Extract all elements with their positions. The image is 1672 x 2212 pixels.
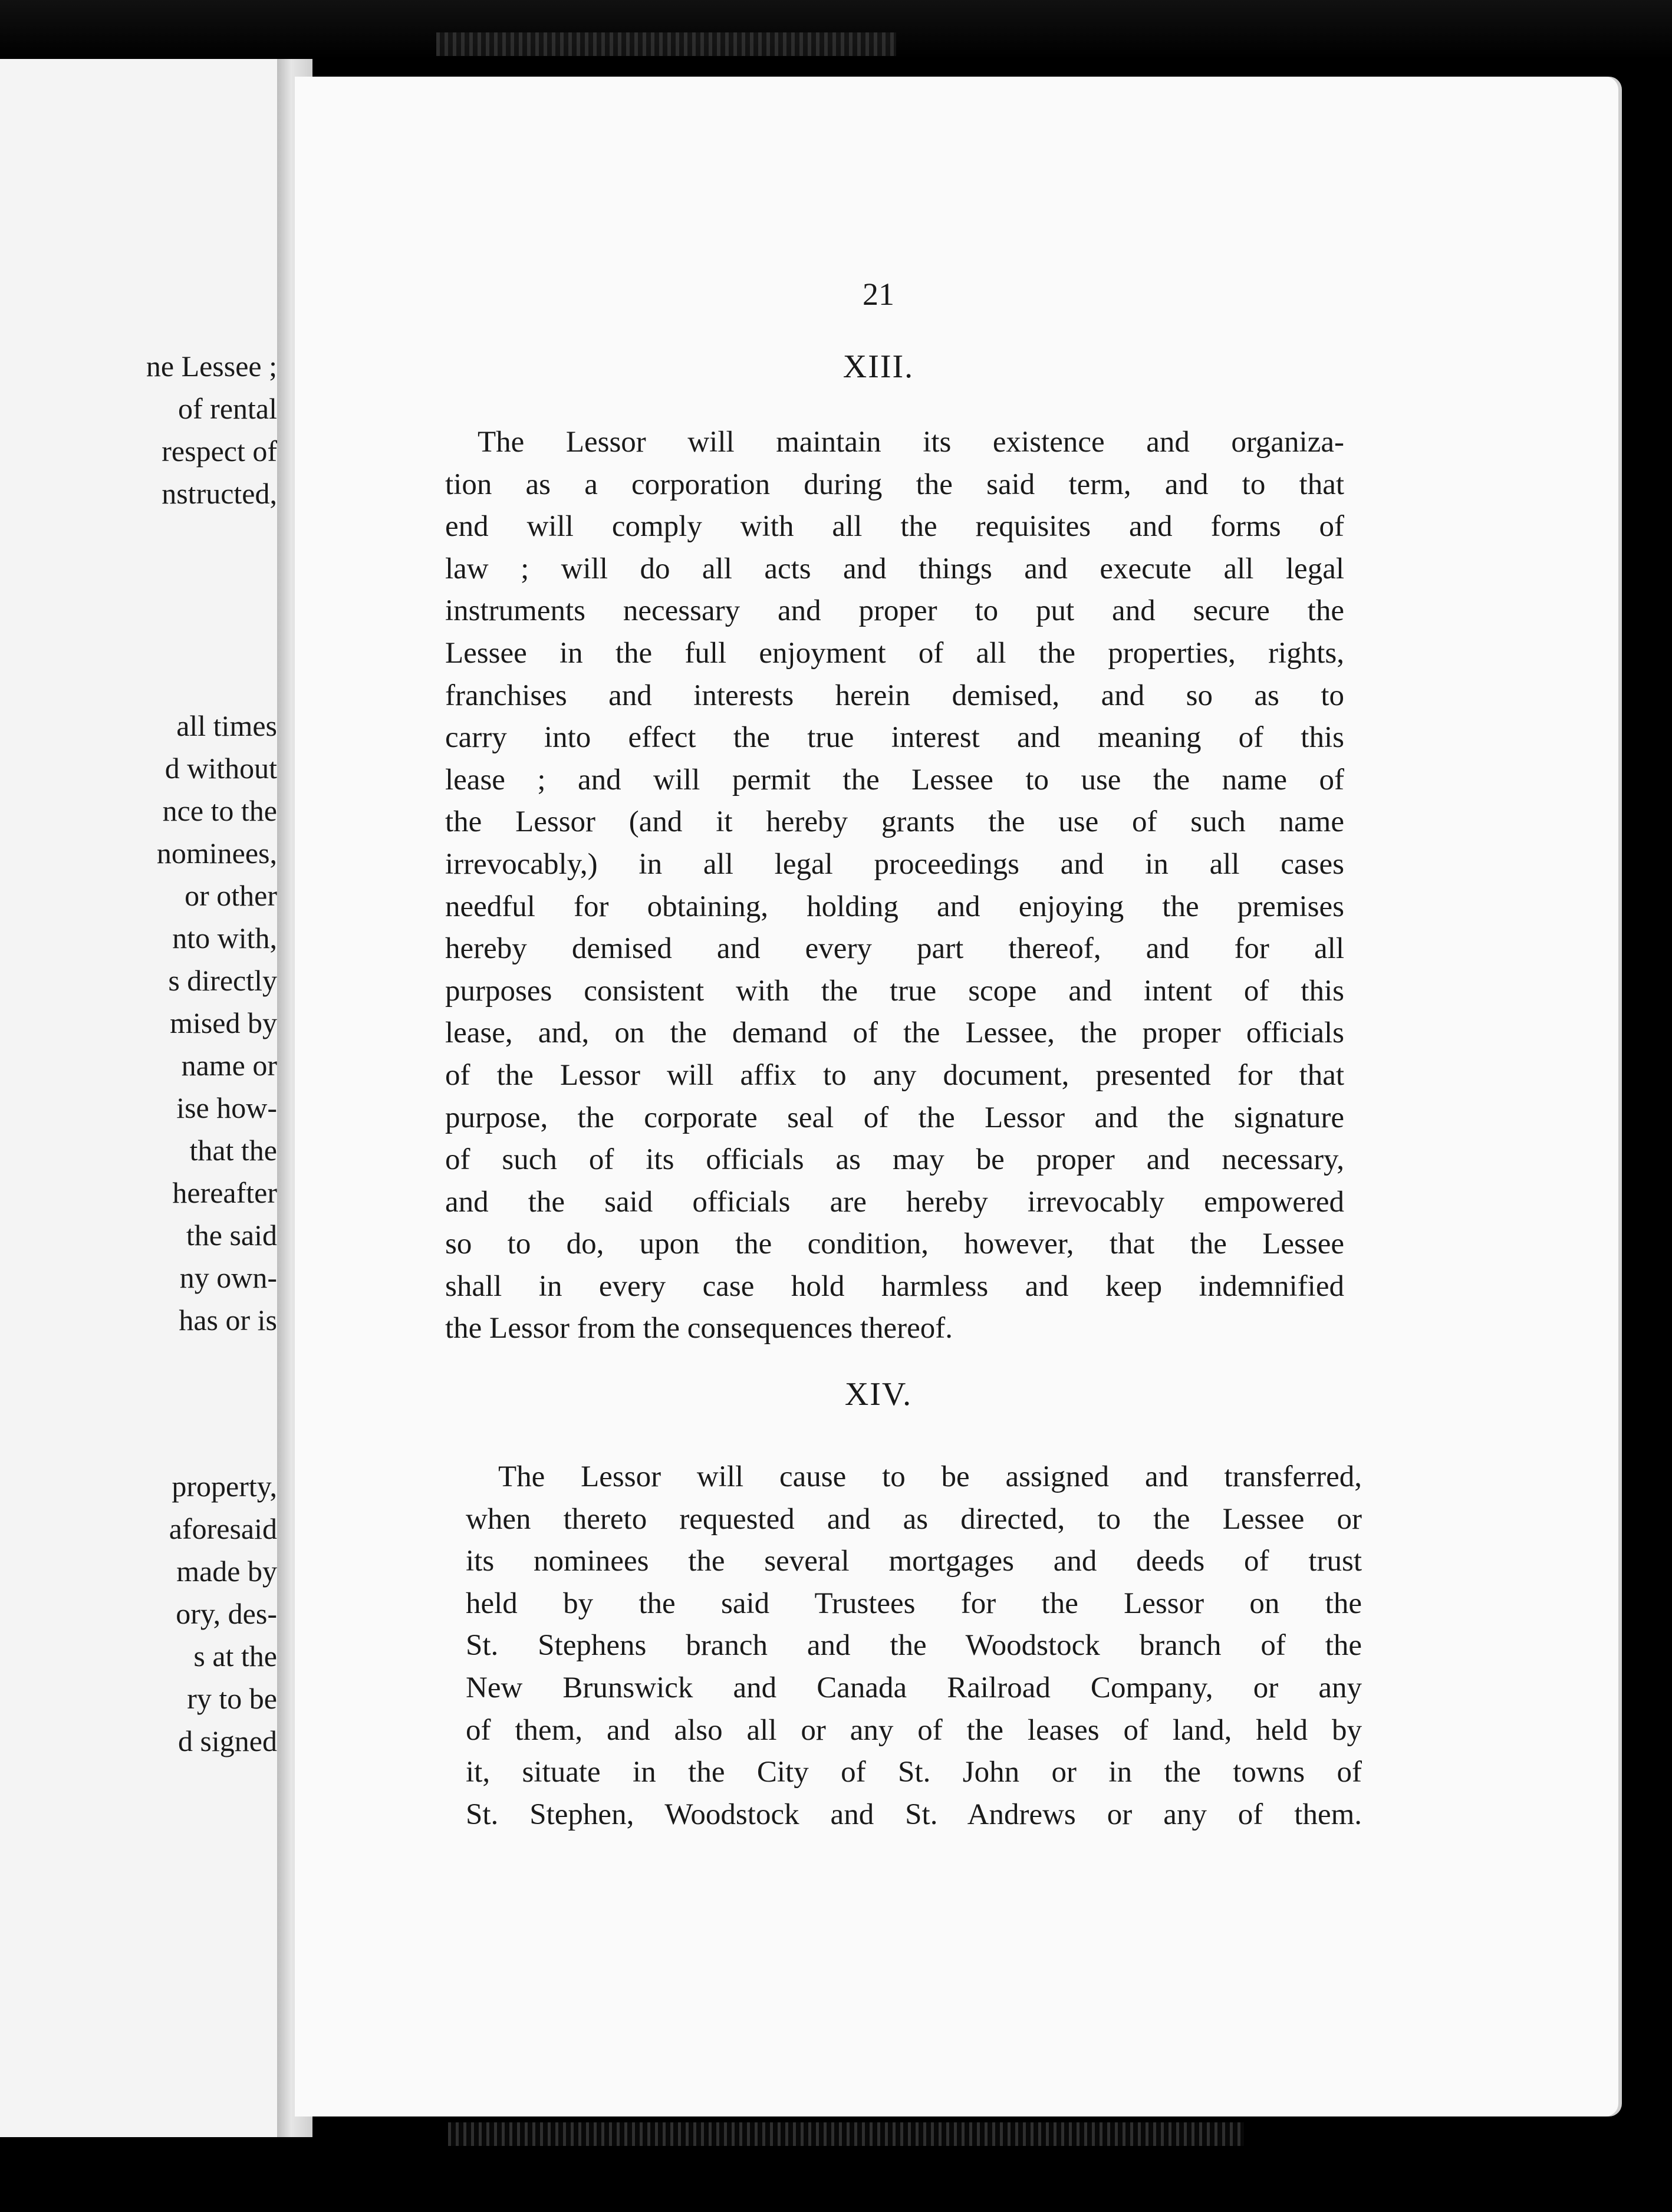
text-line: of such of its officials as may be proper and necessary, [445,1143,1344,1177]
left-line: of rental [178,392,277,425]
left-line: that the [189,1134,277,1167]
section-heading-xiii: XIII. [842,348,914,385]
text-line: purpose, the corporate seal of the Lessor and the signature [445,1101,1344,1134]
text-line: lease, and, on the demand of the Lessee, the proper officials [445,1016,1344,1050]
left-line: d signed [177,1724,277,1757]
text-line: carry into effect the true interest and meaning of this [445,721,1344,755]
text-line: its nominees the several mortgages and deeds of trust [466,1545,1362,1578]
text-line: the Lessor from the consequences thereof. [445,1312,953,1345]
text-line: of the Lessor will affix to any document, presented for that [445,1058,1344,1092]
left-page-fragment [0,59,281,2137]
text-line: Lessee in the full enjoyment of all the properties, rights, [445,636,1344,670]
text-line: and the said officials are hereby irrevocably empowered [445,1185,1344,1219]
left-line: ny own- [179,1261,277,1294]
left-line: name or [181,1049,277,1082]
left-line: all times [176,709,277,742]
left-line: ne Lessee ; [146,350,277,383]
text-line: New Brunswick and Canada Railroad Company, or any [466,1671,1362,1704]
section-xiv-paragraph [466,1456,1362,1836]
text-line: St. Stephen, Woodstock and St. Andrews or any of them. [466,1798,1362,1831]
text-line: it, situate in the City of St. John or in the towns of [466,1756,1362,1789]
section-xiii-paragraph [445,422,1344,1350]
left-line: or other [185,879,277,912]
text-line: of them, and also all or any of the leases of land, held by [466,1713,1362,1747]
text-line: The Lessor will maintain its existence and organiza- [478,426,1344,459]
left-line: the said [186,1219,277,1252]
left-line: has or is [179,1304,277,1337]
text-line: irrevocably,) in all legal proceedings and in all cases [445,847,1344,881]
left-line: hereafter [172,1176,277,1209]
left-line: made by [176,1555,277,1588]
scan-edge-noise [436,32,896,56]
text-line: lease ; and will permit the Lessee to use the name of [445,763,1344,796]
left-line: aforesaid [169,1512,277,1545]
text-line: needful for obtaining, holding and enjoying the premises [445,890,1344,923]
text-line: instruments necessary and proper to put and secure the [445,594,1344,628]
left-line: property, [172,1470,277,1503]
left-line: nominees, [156,837,277,870]
text-line: St. Stephens branch and the Woodstock branch of the [466,1629,1362,1663]
text-line: held by the said Trustees for the Lessor on the [466,1586,1362,1620]
text-line: end will comply with all the requisites and forms of [445,510,1344,544]
left-line: nto with, [172,921,277,954]
text-line: tion as a corporation during the said term, and to that [445,468,1344,501]
left-line: mised by [170,1006,277,1039]
text-line: shall in every case hold harmless and keep indemnified [445,1269,1344,1303]
left-line: nstructed, [162,477,277,510]
left-line: ise how- [176,1091,277,1124]
left-line: nce to the [162,794,277,827]
left-line: s at the [193,1640,277,1673]
text-line: law ; will do all acts and things and execute all legal [445,552,1344,585]
left-line: s directly [168,964,277,997]
left-page-text-block [157,705,277,1341]
text-line: hereby demised and every part thereof, and for all [445,932,1344,966]
text-line: the Lessor (and it hereby grants the use of such name [445,805,1344,839]
scan-top-edge [0,0,1672,59]
left-page-text-block [146,345,277,515]
page-number: 21 [863,276,894,312]
scan-bottom-edge [448,2122,1244,2146]
text-line: so to do, upon the condition, however, that the Lessee [445,1227,1344,1261]
left-page-text-block [169,1465,277,1762]
text-line: when thereto requested and as directed, to the Lessee or [466,1502,1362,1536]
left-line: ry to be [187,1682,277,1715]
text-line: The Lessor will cause to be assigned and transferred, [498,1460,1362,1493]
section-heading-xiv: XIV. [844,1376,913,1413]
left-line: respect of [162,434,277,468]
left-line: d without [164,752,277,785]
text-line: purposes consistent with the true scope and intent of this [445,974,1344,1008]
left-line: ory, des- [176,1597,277,1630]
text-line: franchises and interests herein demised, and so as to [445,679,1344,712]
